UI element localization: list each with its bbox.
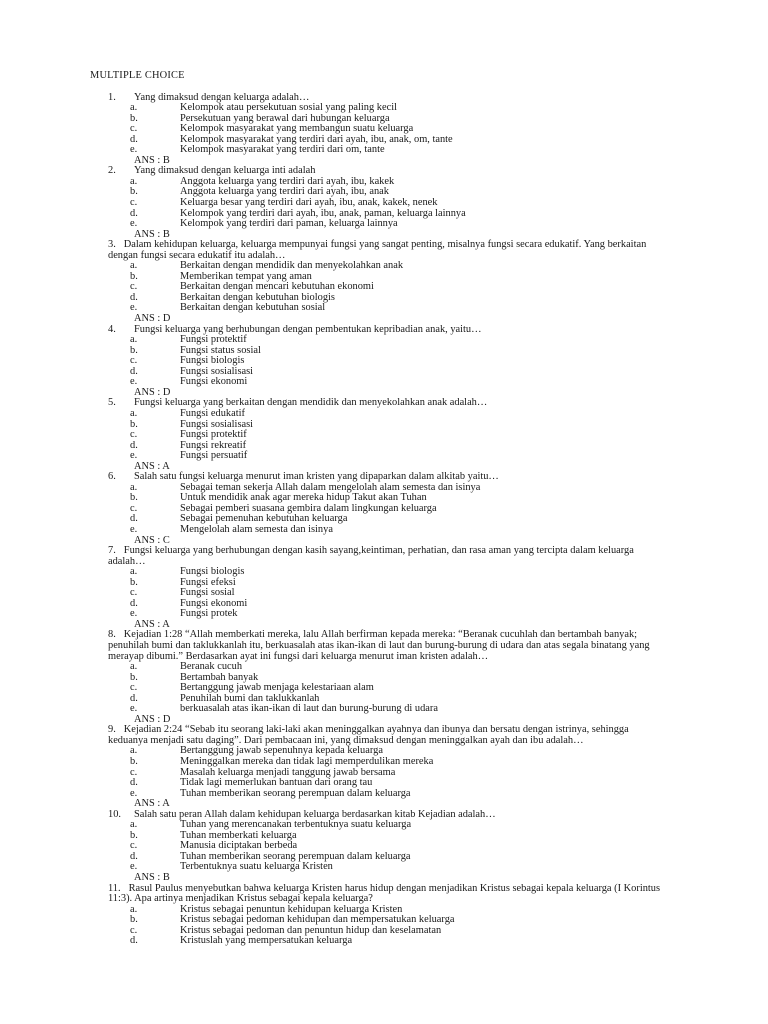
option-letter: c.: [130, 924, 138, 936]
option-letter: d.: [130, 692, 138, 704]
option-item: [0, 936, 768, 947]
option-letter: c.: [130, 429, 138, 441]
option-text: Kelompok masyarakat yang terdiri dari om, tante: [180, 144, 385, 156]
option-letter: a.: [130, 334, 138, 346]
option-letter: b.: [130, 344, 138, 356]
option-text: Kelompok yang terdiri dari ayah, ibu, anak, paman, keluarga lainnya: [180, 207, 466, 219]
question-body: Salah satu peran Allah dalam kehidupan keluarga berdasarkan kitab Kejadian adalah…: [134, 808, 496, 820]
option-item: [0, 704, 768, 715]
option-text: Tuhan yang merencanakan terbentuknya suatu keluarga: [180, 819, 412, 831]
option-text: Fungsi sosial: [180, 587, 235, 599]
option-item: [0, 599, 768, 610]
option-text: Tuhan memberkati keluarga: [180, 829, 297, 841]
question-number: 10.: [108, 808, 121, 820]
option-letter: e.: [130, 218, 138, 230]
option-text: Kelompok atau persekutuan sosial yang paling kecil: [180, 102, 397, 114]
option-text: berkuasalah atas ikan-ikan di laut dan burung-burung di udara: [180, 703, 438, 715]
option-item: [0, 356, 768, 367]
option-letter: e.: [130, 523, 138, 535]
option-text: Tuhan memberikan seorang perempuan dalam keluarga: [180, 787, 411, 799]
option-item: [0, 430, 768, 441]
option-text: Sebagai teman sekerja Allah dalam mengelolah alam semesta dan isinya: [180, 481, 481, 493]
option-letter: a.: [130, 407, 138, 419]
option-letter: d.: [130, 513, 138, 525]
option-item: [0, 420, 768, 431]
answer-key: ANS : D: [134, 713, 171, 725]
question-block: [0, 630, 768, 725]
option-text: Bertanggung jawab sepenuhnya kepada keluarga: [180, 745, 383, 757]
option-item: [0, 409, 768, 420]
question-block: [0, 884, 768, 947]
option-text: Berkaitan dengan kebutuhan sosial: [180, 302, 326, 314]
question-block: [0, 240, 768, 324]
question-body: Rasul Paulus menyebutkan bahwa keluarga Kristen harus hidup dengan menjadikan Kristus sebagai kepala keluarga (I Korintus 11:3). Apa artinya menjadikan Kristus sebagai kepala keluarga?: [108, 882, 661, 905]
option-letter: e.: [130, 376, 138, 388]
option-letter: c.: [130, 587, 138, 599]
option-text: Terbentuknya suatu keluarga Kristen: [180, 861, 333, 873]
option-text: Memberikan tempat yang aman: [180, 270, 312, 282]
question-body: Dalam kehidupan keluarga, keluarga mempunyai fungsi yang sangat penting, misalnya fungsi secara edukatif. Yang berkaitan dengan fungsi secara edukatif itu adalah…: [108, 239, 647, 261]
option-item: [0, 335, 768, 346]
question-block: [0, 325, 768, 399]
option-text: Fungsi rekreatif: [180, 439, 247, 451]
option-text: Kelompok masyarakat yang terdiri dari ayah, ibu, anak, om, tante: [180, 133, 453, 145]
option-letter: a.: [130, 903, 138, 915]
option-letter: c.: [130, 281, 138, 293]
question-block: [0, 472, 768, 546]
option-text: Fungsi persuatif: [180, 450, 248, 462]
question-text: [108, 725, 668, 746]
question-body: Kejadian 1:28 “Allah memberkati mereka, lalu Allah berfirman kepada mereka: “Beranak cucuhlah dan bertambah banyak; penuhilah bumi dan taklukkanlah itu, berkuasalah atas ikan-ikan di laut dan burung-burung di udara dan atas segala binatang yang merayap dibumi.” Berdasarkan ayat ini fungsi dari keluarga menurut iman kristen adalah…: [108, 629, 650, 662]
question-body: Salah satu fungsi keluarga menurut iman kristen yang dipaparkan dalam alkitab yaitu…: [134, 471, 499, 483]
document-page: [0, 71, 768, 947]
option-letter: b.: [130, 418, 138, 430]
answer-key: ANS : B: [134, 154, 170, 166]
option-letter: a.: [130, 260, 138, 272]
question-body: Yang dimaksud dengan keluarga adalah…: [134, 91, 310, 103]
option-letter: b.: [130, 112, 138, 124]
question-number: 4.: [108, 323, 116, 335]
question-number: 8.: [108, 629, 116, 641]
option-text: Kelompok yang terdiri dari paman, keluarga lainnya: [180, 218, 398, 230]
option-text: Masalah keluarga menjadi tanggung jawab bersama: [180, 766, 396, 778]
option-letter: b.: [130, 756, 138, 767]
question-number: 6.: [108, 471, 116, 483]
option-item: [0, 588, 768, 599]
option-text: Kristus sebagai pedoman dan penuntun hidup dan keselamatan: [180, 924, 442, 936]
question-text: [108, 240, 668, 261]
option-item: [0, 504, 768, 515]
option-item: [0, 441, 768, 452]
option-text: Kelompok masyarakat yang membangun suatu keluarga: [180, 123, 414, 135]
option-letter: e.: [130, 450, 138, 462]
option-letter: a.: [130, 175, 138, 187]
option-letter: b.: [130, 576, 138, 588]
option-letter: d.: [130, 850, 138, 862]
option-letter: a.: [130, 745, 138, 757]
question-text: [108, 884, 668, 905]
option-letter: b.: [130, 270, 138, 282]
option-letter: a.: [130, 102, 138, 114]
option-item: [0, 303, 768, 314]
option-text: Kristus sebagai penuntun kehidupan keluarga Kristen: [180, 903, 403, 915]
option-item: [0, 862, 768, 873]
question-block: [0, 166, 768, 240]
option-text: Fungsi sosialisasi: [180, 418, 254, 430]
question-block: [0, 810, 768, 884]
question-number: 11.: [108, 882, 121, 894]
option-letter: b.: [130, 186, 138, 198]
option-letter: d.: [130, 291, 138, 303]
option-text: Kristuslah yang mempersatukan keluarga: [180, 935, 353, 947]
option-letter: a.: [130, 819, 138, 831]
question-body: Yang dimaksud dengan keluarga inti adalah: [134, 165, 316, 177]
option-item: [0, 282, 768, 293]
option-text: Fungsi protektif: [180, 334, 247, 346]
option-item: [0, 346, 768, 357]
option-text: Fungsi status sosial: [180, 344, 261, 356]
question-block: [0, 725, 768, 809]
answer-key: ANS : D: [134, 313, 171, 325]
option-item: [0, 567, 768, 578]
option-text: Penuhilah bumi dan taklukkanlah: [180, 692, 320, 704]
option-text: Fungsi sosialisasi: [180, 365, 254, 377]
option-text: Bertambah banyak: [180, 671, 259, 683]
option-letter: c.: [130, 682, 138, 694]
option-text: Berkaitan dengan kebutuhan biologis: [180, 291, 335, 303]
option-text: Untuk mendidik anak agar mereka hidup Takut akan Tuhan: [180, 492, 427, 504]
question-text: [108, 546, 668, 567]
option-letter: e.: [130, 608, 138, 620]
answer-key: ANS : C: [134, 534, 170, 546]
option-item: [0, 683, 768, 694]
option-text: Berkaitan dengan mendidik dan menyekolahkan anak: [180, 260, 404, 272]
option-item: [0, 926, 768, 937]
option-letter: e.: [130, 302, 138, 314]
option-letter: e.: [130, 703, 138, 715]
option-text: Manusia diciptakan berbeda: [180, 840, 298, 852]
option-letter: b.: [130, 829, 138, 841]
option-item: [0, 852, 768, 863]
option-letter: b.: [130, 492, 138, 504]
option-letter: d.: [130, 439, 138, 451]
answer-key: ANS : D: [134, 386, 171, 398]
option-text: Fungsi protektif: [180, 429, 247, 441]
question-text: [0, 398, 768, 409]
question-list: [0, 93, 768, 947]
answer-key: ANS : B: [134, 872, 170, 884]
option-text: Mengelolah alam semesta dan isinya: [180, 523, 333, 535]
option-item: [0, 789, 768, 800]
option-letter: a.: [130, 661, 138, 673]
option-letter: e.: [130, 144, 138, 156]
option-item: [0, 451, 768, 462]
option-letter: b.: [130, 914, 138, 926]
option-letter: e.: [130, 861, 138, 873]
option-letter: c.: [130, 123, 138, 135]
option-text: Anggota keluarga yang terdiri dari ayah, ibu, anak: [180, 186, 389, 198]
question-body: Fungsi keluarga yang berhubungan dengan kasih sayang,keintiman, perhatian, dan rasa aman yang tercipta dalam keluarga adalah…: [108, 545, 634, 567]
option-text: Fungsi efeksi: [180, 576, 236, 588]
option-text: Tuhan memberikan seorang perempuan dalam keluarga: [180, 850, 411, 862]
option-text: Fungsi biologis: [180, 566, 245, 578]
question-number: 9.: [108, 724, 116, 736]
option-item: [0, 145, 768, 156]
question-number: 1.: [108, 91, 116, 103]
option-text: Kristus sebagai pedoman kehidupan dan mempersatukan keluarga: [180, 914, 455, 926]
option-text: Tidak lagi memerlukan bantuan dari orang tau: [180, 777, 373, 789]
option-letter: b.: [130, 671, 138, 683]
answer-key: ANS : A: [134, 798, 170, 810]
option-text: Sebagai pemberi suasana gembira dalam lingkungan keluarga: [180, 502, 437, 514]
option-text: Persekutuan yang berawal dari hubungan keluarga: [180, 112, 390, 124]
question-text: [0, 325, 768, 336]
question-number: 5.: [108, 397, 116, 409]
option-text: Berkaitan dengan mencari kebutuhan ekonomi: [180, 281, 374, 293]
option-item: [0, 673, 768, 684]
question-number: 2.: [108, 165, 116, 177]
question-block: [0, 398, 768, 472]
option-item: [0, 820, 768, 831]
option-text: Fungsi edukatif: [180, 407, 245, 419]
option-letter: d.: [130, 597, 138, 609]
option-letter: c.: [130, 197, 138, 209]
option-letter: d.: [130, 777, 138, 789]
question-block: [0, 546, 768, 630]
option-letter: d.: [130, 207, 138, 219]
option-letter: d.: [130, 133, 138, 145]
option-letter: c.: [130, 355, 138, 367]
option-item: [0, 198, 768, 209]
question-body: Fungsi keluarga yang berkaitan dengan mendidik dan menyekolahkan anak adalah…: [134, 397, 488, 409]
option-item: [0, 768, 768, 779]
option-text: Bertanggung jawab menjaga kelestariaan alam: [180, 682, 374, 694]
option-letter: a.: [130, 566, 138, 578]
question-number: 3.: [108, 239, 116, 251]
option-text: Fungsi protek: [180, 608, 238, 620]
option-text: Fungsi ekonomi: [180, 376, 248, 388]
question-block: [0, 93, 768, 167]
answer-key: ANS : B: [134, 228, 170, 240]
option-item: [0, 514, 768, 525]
option-text: Meninggalkan mereka dan tidak lagi memperdulikan mereka: [180, 756, 434, 767]
option-text: Anggota keluarga yang terdiri dari ayah, ibu, kakek: [180, 175, 395, 187]
page-title: MULTIPLE CHOICE: [90, 70, 185, 81]
option-item: [0, 609, 768, 620]
option-item: [0, 525, 768, 536]
question-text: [108, 630, 668, 662]
option-text: Fungsi ekonomi: [180, 597, 248, 609]
option-text: Sebagai pemenuhan kebutuhan keluarga: [180, 513, 348, 525]
option-text: Keluarga besar yang terdiri dari ayah, ibu, anak, kakek, nenek: [180, 197, 438, 209]
option-text: Fungsi biologis: [180, 355, 245, 367]
answer-key: ANS : A: [134, 460, 170, 472]
option-item: [0, 377, 768, 388]
option-item: [0, 219, 768, 230]
option-item: [0, 578, 768, 589]
option-item: [0, 261, 768, 272]
option-item: [0, 831, 768, 842]
question-body: Fungsi keluarga yang berhubungan dengan pembentukan kepribadian anak, yaitu…: [134, 323, 482, 335]
option-item: [0, 293, 768, 304]
option-letter: c.: [130, 840, 138, 852]
option-text: Beranak cucuh: [180, 661, 243, 673]
option-item: [0, 367, 768, 378]
option-letter: e.: [130, 787, 138, 799]
option-letter: a.: [130, 481, 138, 493]
option-item: [0, 272, 768, 283]
option-item: [0, 662, 768, 673]
option-letter: d.: [130, 365, 138, 377]
option-letter: c.: [130, 502, 138, 514]
question-body: Kejadian 2:24 “Sebab itu seorang laki-laki akan meninggalkan ayahnya dan ibunya dan bersatu dengan istrinya, sehingga keduanya menjadi satu daging”. Dari pembacaan ini, yang dimaksud dengan meninggalkan ayah dan ibu adalah…: [108, 724, 629, 746]
question-number: 7.: [108, 545, 116, 557]
option-letter: d.: [130, 935, 138, 947]
answer-key: ANS : A: [134, 618, 170, 630]
option-item: [0, 757, 768, 768]
option-letter: c.: [130, 766, 138, 778]
